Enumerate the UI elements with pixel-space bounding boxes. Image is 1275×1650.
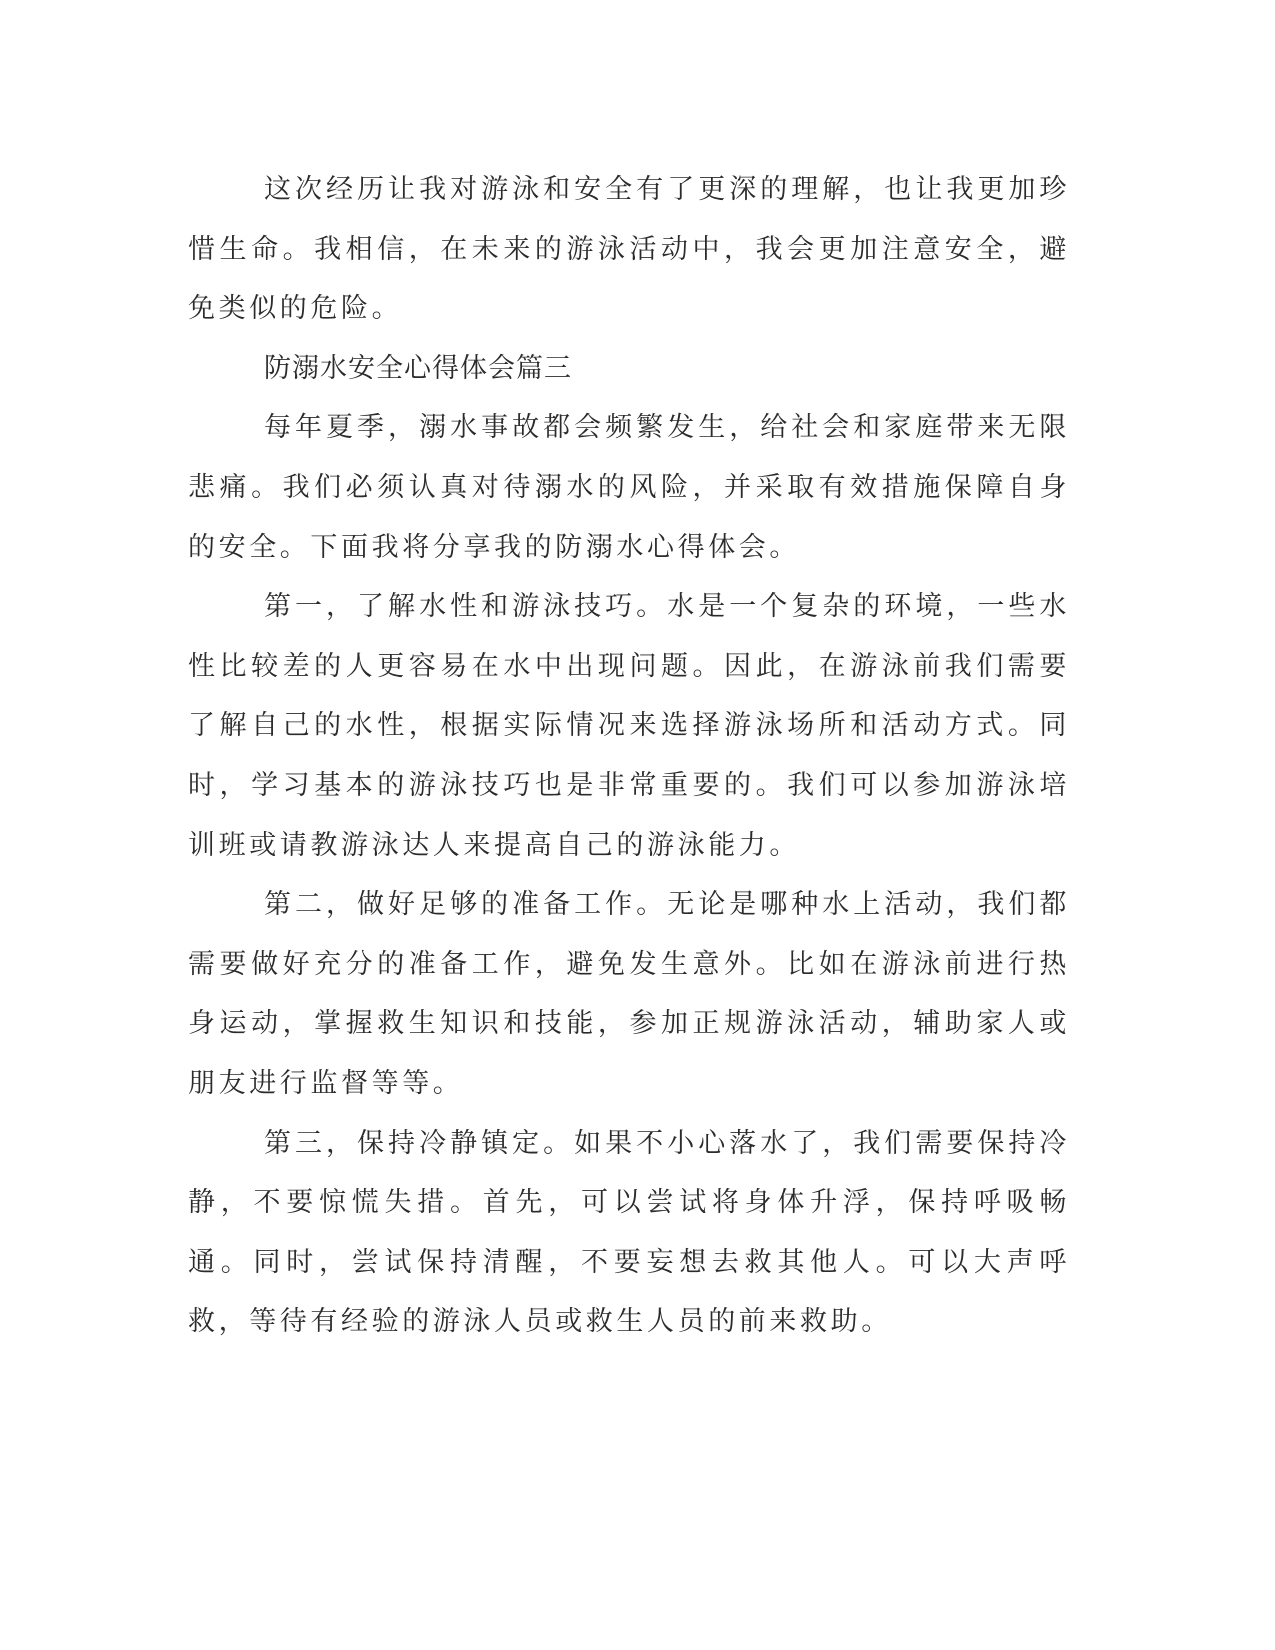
paragraph-conclusion: 这次经历让我对游泳和安全有了更深的理解，也让我更加珍惜生命。我相信，在未来的游泳活动中，我会更加注意安全，避免类似的危险。 — [188, 174, 1070, 325]
paragraph-second-point: 第二，做好足够的准备工作。无论是哪种水上活动，我们都需要做好充分的准备工作，避免发生意外。比如在游泳前进行热身运动，掌握救生知识和技能，参加正规游泳活动，辅助家人或朋友进行监督等等。 — [188, 889, 1070, 1099]
paragraph-intro: 每年夏季，溺水事故都会频繁发生，给社会和家庭带来无限悲痛。我们必须认真对待溺水的风险，并采取有效措施保障自身的安全。下面我将分享我的防溺水心得体会。 — [188, 412, 1070, 563]
paragraph-third-point: 第三，保持冷静镇定。如果不小心落水了，我们需要保持冷静，不要惊慌失措。首先，可以尝试将身体升浮，保持呼吸畅通。同时，尝试保持清醒，不要妄想去救其他人。可以大声呼救，等待有经验的游泳人员或救生人员的前来救助。 — [188, 1127, 1070, 1338]
document-body — [188, 160, 1070, 1352]
section-heading: 防溺水安全心得体会篇三 — [264, 352, 572, 384]
paragraph-first-point: 第一，了解水性和游泳技巧。水是一个复杂的环境，一些水性比较差的人更容易在水中出现问题。因此，在游泳前我们需要了解自己的水性，根据实际情况来选择游泳场所和活动方式。同时，学习基本的游泳技巧也是非常重要的。我们可以参加游泳培训班或请教游泳达人来提高自己的游泳能力。 — [188, 591, 1070, 861]
